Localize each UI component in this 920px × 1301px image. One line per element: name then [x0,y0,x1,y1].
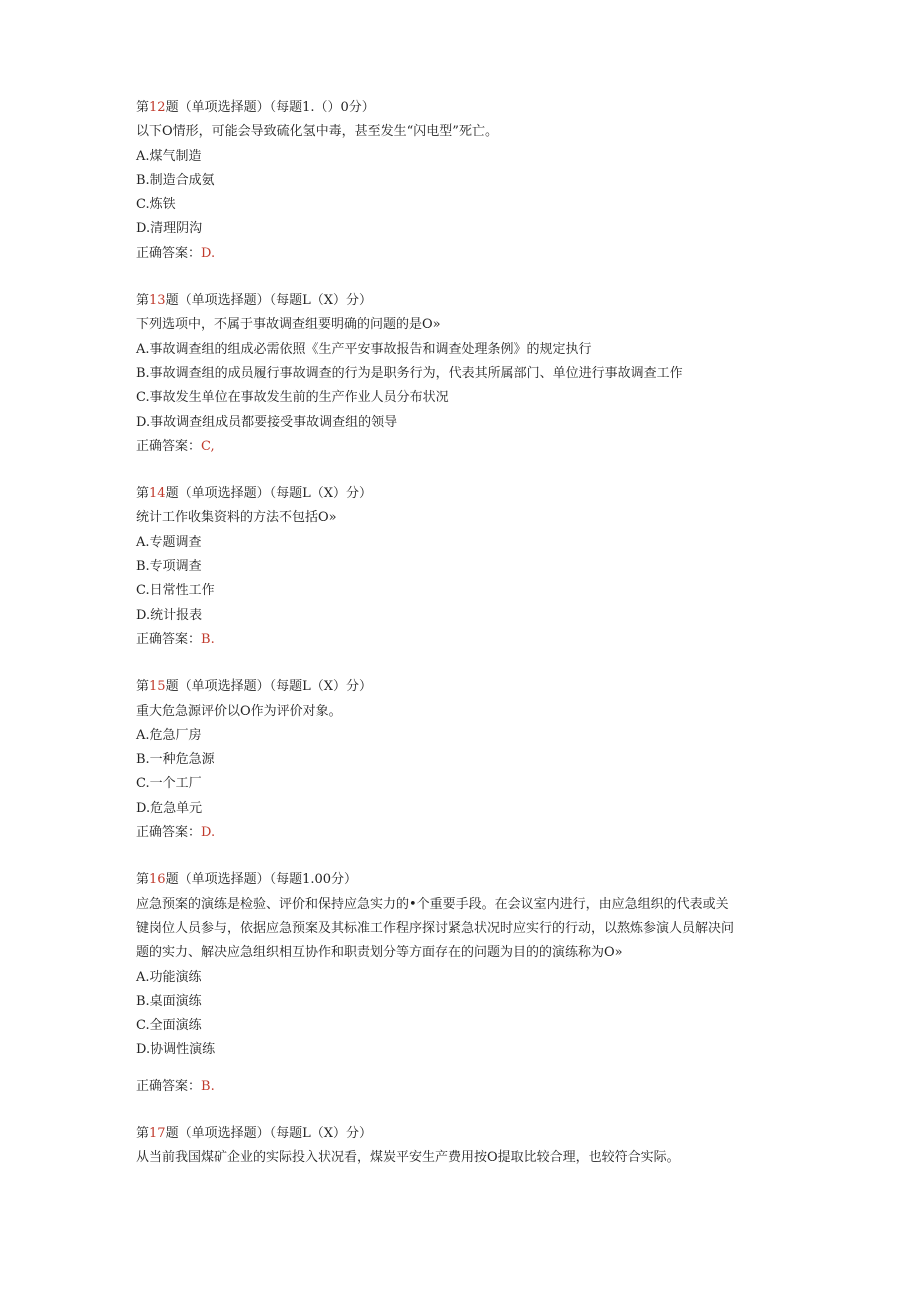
question-type-score: 题（单项选择题）（每题1.（）0分） [165,100,375,115]
option-d: D.协调性演练 [136,1042,216,1058]
question-header [136,1122,776,1146]
question-header [136,96,776,120]
option-c: C.全面演练 [136,1018,202,1034]
option-d: D.事故调查组成员都要接受事故调查组的领导 [136,414,398,430]
question-stem: 从当前我国煤矿企业的实际投入状况看，煤炭平安生产费用按O提取比较合理，也较符合实际。 [136,1150,680,1166]
answer-line [136,242,776,266]
option-d: D.清理阴沟 [136,221,203,237]
question-stem: 以下O情形，可能会导致硫化氢中毒，甚至发生“闪电型”死亡。 [136,124,498,140]
answer-label: 正确答案： [136,825,202,841]
option-c: C.日常性工作 [136,583,215,599]
option-b: B.制造合成氨 [136,172,215,188]
answer-value: B. [201,1078,215,1094]
option-a: A.事故调查组的组成必需依照《生产平安事故报告和调查处理条例》的规定执行 [136,341,592,357]
question-type-score: 题（单项选择题）（每题L（X）分） [165,1125,372,1141]
answer-value: C, [201,438,215,454]
answer-line [136,821,776,845]
question-16 [136,868,776,1099]
option-d: D.危急单元 [136,800,203,816]
question-number: 17 [149,1125,166,1141]
question-14 [136,482,776,652]
question-stem-line-1: 应急预案的演练是检验、评价和保持应急实力的•个重要手段。在会议室内进行，由应急组织的代表或关 [136,896,729,912]
header-prefix: 第 [136,100,150,115]
question-number: 13 [149,293,166,309]
answer-line [136,628,776,652]
option-a: A.专题调查 [136,534,202,550]
header-prefix: 第 [136,293,150,309]
option-c: C.事故发生单位在事故发生前的生产作业人员分布状况 [136,390,449,406]
question-header [136,482,776,506]
option-b: B.一种危急源 [136,752,215,768]
option-d: D.统计报表 [136,607,203,623]
header-prefix: 第 [136,872,150,888]
question-12 [136,96,776,266]
option-c: C.一个工厂 [136,776,202,792]
question-number: 12 [149,100,166,115]
answer-label: 正确答案： [136,438,202,454]
question-stem: 下列选项中，不属于事故调查组要明确的问题的是O» [136,317,441,333]
question-stem-line-2: 键岗位人员参与，依据应急预案及其标准工作程序探讨紧急状况时应实行的行动，以熬炼参演人员解决问 [136,920,735,936]
answer-line [136,435,776,459]
question-number: 15 [149,679,166,695]
header-prefix: 第 [136,1125,150,1141]
question-stem-line-3: 题的实力、解决应急组织相互协作和职责划分等方面存在的问题为目的的演练称为O» [136,945,623,961]
header-prefix: 第 [136,679,150,695]
answer-label: 正确答案： [136,631,202,647]
question-type-score: 题（单项选择题）（每题L（X）分） [165,486,372,502]
option-b: B.事故调查组的成员履行事故调查的行为是职务行为，代表其所属部门、单位进行事故调查工作 [136,365,683,381]
answer-value: D. [201,825,216,841]
option-a: A.危急厂房 [136,727,202,743]
answer-label: 正确答案： [136,1078,202,1094]
question-type-score: 题（单项选择题）（每题L（X）分） [165,679,372,695]
answer-label: 正确答案： [136,245,202,261]
question-number: 16 [149,872,166,888]
question-13 [136,289,776,459]
header-prefix: 第 [136,486,150,502]
answer-line [136,1075,776,1099]
answer-value: D. [201,245,216,261]
question-type-score: 题（单项选择题）（每题1.00分） [165,872,358,888]
question-stem: 重大危急源评价以O作为评价对象。 [136,703,342,719]
option-b: B.专项调查 [136,559,202,575]
question-header [136,675,776,699]
option-a: A.功能演练 [136,969,202,985]
question-header [136,289,776,313]
question-header [136,868,776,892]
question-15 [136,675,776,845]
option-a: A.煤气制造 [136,148,202,164]
question-list [136,96,776,1194]
question-stem: 统计工作收集资料的方法不包括O» [136,510,337,526]
question-type-score: 题（单项选择题）（每题L（X）分） [165,293,372,309]
question-number: 14 [149,486,166,502]
option-c: C.炼铁 [136,197,176,213]
question-17 [136,1122,776,1171]
option-b: B.桌面演练 [136,993,202,1009]
answer-value: B. [201,631,215,647]
